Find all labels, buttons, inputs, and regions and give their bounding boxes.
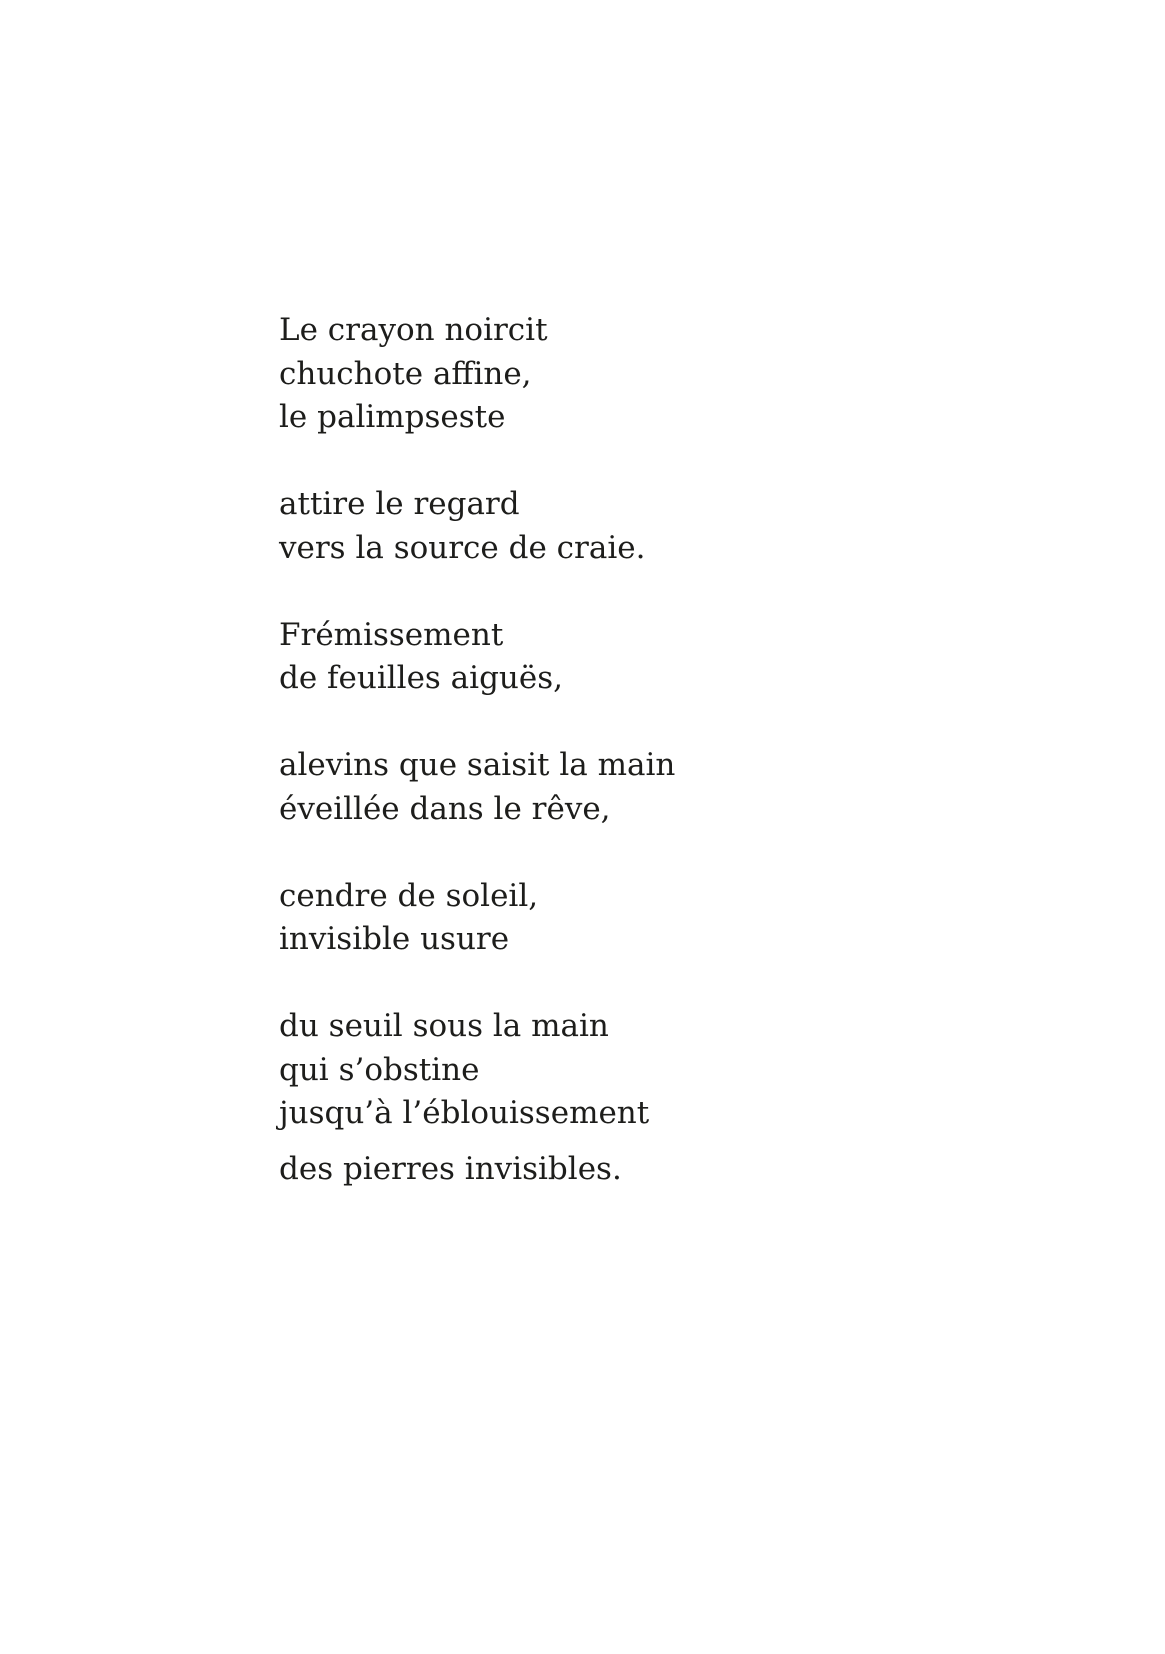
poem-line: invisible usure	[279, 921, 510, 957]
poem-line: attire le regard	[279, 486, 520, 522]
poem-line: alevins que saisit la main	[279, 747, 676, 783]
stanza-6	[279, 1005, 979, 1191]
poem-line: le palimpseste	[279, 399, 506, 435]
poem-line: vers la source de craie.	[279, 529, 646, 566]
poem-line: jusqu’à l’éblouissement	[279, 1095, 650, 1131]
poem-line: de feuilles aiguës,	[279, 660, 563, 696]
poem-line: chuchote affine,	[279, 355, 532, 392]
stanza-3	[279, 614, 979, 701]
poem-line: du seuil sous la main	[279, 1008, 609, 1044]
poem-line: Le crayon noircit	[279, 312, 548, 348]
stanza-5	[279, 875, 979, 962]
stanza-2	[279, 483, 979, 570]
poem-line: qui s’obstine	[279, 1051, 480, 1088]
poem-line: des pierres invisibles.	[279, 1150, 622, 1187]
poem	[279, 309, 979, 1191]
stanza-1	[279, 309, 979, 440]
stanza-4	[279, 744, 979, 831]
poem-line: éveillée dans le rêve,	[279, 790, 611, 827]
poem-line: cendre de soleil,	[279, 877, 539, 914]
poem-line: Frémissement	[279, 616, 504, 653]
